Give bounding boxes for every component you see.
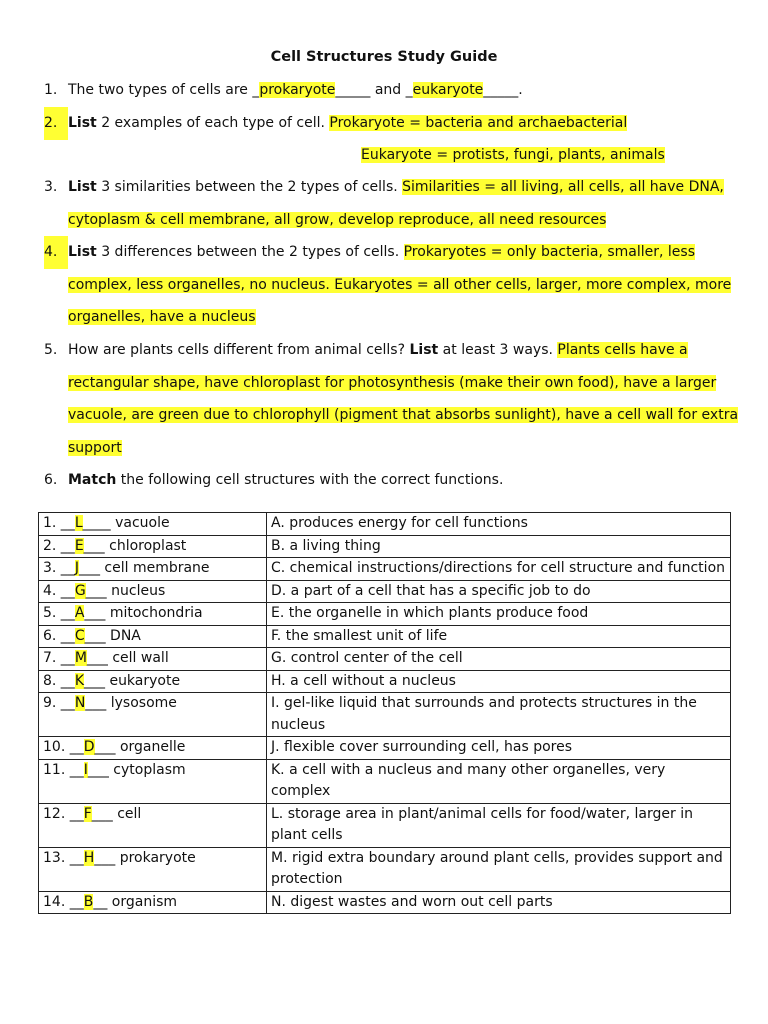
structure-cell: [39, 603, 267, 626]
question-text: 2 examples of each type of cell.: [96, 115, 330, 131]
function-cell: B. a living thing: [267, 535, 731, 558]
function-cell: D. a part of a cell that has a specific job to do: [267, 580, 731, 603]
answer-highlight: Eukaryote = protists, fungi, plants, animals: [361, 147, 665, 163]
structure-name: ___ eukaryote: [84, 672, 181, 689]
table-row: [39, 670, 731, 693]
structure-cell: [39, 693, 267, 737]
match-answer: C: [74, 627, 85, 644]
structure-cell: [39, 891, 267, 914]
structure-name: ___ cytoplasm: [87, 761, 186, 778]
question-keyword: List: [68, 244, 97, 260]
structure-name: ____ vacuole: [82, 515, 170, 531]
question-2: [44, 107, 734, 140]
structure-name: ___ DNA: [84, 627, 141, 644]
table-row: [39, 803, 731, 847]
answer-highlight: Prokaryote = bacteria and archaebacterial: [329, 115, 628, 131]
question-text: 3 differences between the 2 types of cells.: [96, 244, 404, 260]
answer-highlight: eukaryote: [412, 82, 484, 98]
question-2-answer-line-2: [361, 139, 665, 172]
structure-cell: [39, 847, 267, 891]
structure-cell: [39, 759, 267, 803]
table-row: [39, 580, 731, 603]
answer-highlight: Prokaryotes = only bacteria, smaller, less complex, less organelles, no nucleus. Eukaryotes = all other cells, larger, more complex, more organelles, have a nucleus: [68, 244, 732, 325]
structure-number: 2. __: [43, 537, 75, 554]
table-row: [39, 513, 731, 536]
function-cell: L. storage area in plant/animal cells for food/water, larger in plant cells: [267, 803, 731, 847]
answer-highlight: prokaryote: [259, 82, 336, 98]
table-row: [39, 737, 731, 760]
structure-cell: [39, 670, 267, 693]
match-answer: D: [83, 739, 95, 755]
question-body: [68, 107, 748, 140]
table-row: [39, 693, 731, 737]
function-cell: I. gel-like liquid that surrounds and protects structures in the nucleus: [267, 693, 731, 737]
table-row: [39, 603, 731, 626]
structure-name: ___ mitochondria: [84, 605, 203, 621]
question-keyword: List: [68, 115, 97, 131]
match-answer: H: [83, 849, 95, 866]
matching-table-body: [39, 513, 731, 914]
table-row: [39, 891, 731, 914]
structure-cell: [39, 580, 267, 603]
match-answer: M: [74, 650, 87, 666]
match-answer: B: [83, 893, 94, 910]
question-number: 2.: [44, 107, 68, 140]
function-cell: K. a cell with a nucleus and many other organelles, very complex: [267, 759, 731, 803]
question-body: [68, 74, 748, 107]
function-cell: H. a cell without a nucleus: [267, 670, 731, 693]
match-answer: L: [74, 515, 83, 531]
structure-name: ___ lysosome: [85, 695, 177, 711]
matching-table: [38, 512, 731, 914]
structure-name: __ organism: [93, 893, 178, 910]
question-body: [68, 236, 748, 334]
question-text: 3 similarities between the 2 types of cells.: [96, 179, 403, 195]
structure-number: 1. __: [43, 515, 75, 531]
question-number: 3.: [44, 179, 58, 195]
table-row: [39, 847, 731, 891]
structure-name: ___ organelle: [94, 739, 186, 755]
question-body: [68, 464, 748, 497]
table-row: [39, 625, 731, 648]
structure-number: 10. __: [43, 739, 84, 755]
question-text: the following cell structures with the correct functions.: [116, 472, 504, 488]
match-answer: F: [83, 805, 92, 822]
question-number: 4.: [44, 236, 68, 269]
structure-number: 12. __: [43, 805, 84, 822]
match-answer: K: [74, 672, 84, 689]
table-row: [39, 648, 731, 671]
question-number: 1.: [44, 82, 58, 98]
question-keyword: List: [68, 179, 97, 195]
structure-name: ___ chloroplast: [83, 537, 187, 554]
question-6: [44, 464, 734, 497]
question-3: [44, 171, 734, 228]
page-title: Cell Structures Study Guide: [270, 49, 498, 65]
question-text: _____.: [483, 82, 523, 98]
question-number: 6.: [44, 472, 58, 488]
structure-cell: [39, 625, 267, 648]
question-5: [44, 334, 739, 456]
structure-name: ___ cell wall: [86, 650, 169, 666]
structure-cell: [39, 558, 267, 581]
question-text: at least 3 ways.: [438, 342, 558, 358]
structure-name: ___ cell membrane: [78, 560, 210, 576]
answer-highlight: Plants cells have a rectangular shape, have chloroplast for photosynthesis (make their own food), have a larger vacuole, are green due to chlorophyll (pigment that absorbs sunlight), have a cell wall for extra support: [68, 342, 739, 456]
match-answer: I: [83, 761, 88, 778]
structure-number: 8. __: [43, 672, 75, 689]
question-text: The two types of cells are _: [68, 82, 260, 98]
structure-cell: [39, 535, 267, 558]
question-4: [44, 236, 734, 325]
answer-highlight: Similarities = all living, all cells, all have DNA, cytoplasm & cell membrane, all grow, develop reproduce, all need resources: [68, 179, 724, 228]
match-answer: A: [74, 605, 85, 621]
function-cell: J. flexible cover surrounding cell, has pores: [267, 737, 731, 760]
structure-name: ___ nucleus: [85, 582, 166, 599]
match-answer: G: [74, 582, 86, 599]
structure-name: ___ cell: [91, 805, 142, 822]
function-cell: N. digest wastes and worn out cell parts: [267, 891, 731, 914]
table-row: [39, 535, 731, 558]
question-text: How are plants cells different from animal cells?: [68, 342, 410, 358]
structure-cell: [39, 737, 267, 760]
structure-number: 9. __: [43, 695, 75, 711]
function-cell: E. the organelle in which plants produce food: [267, 603, 731, 626]
function-cell: C. chemical instructions/directions for cell structure and function: [267, 558, 731, 581]
match-answer: J: [74, 560, 79, 576]
structure-number: 4. __: [43, 582, 75, 599]
structure-number: 11. __: [43, 761, 84, 778]
function-cell: M. rigid extra boundary around plant cells, provides support and protection: [267, 847, 731, 891]
question-body: [68, 171, 748, 236]
question-1: [44, 74, 734, 107]
structure-cell: [39, 803, 267, 847]
match-answer: N: [74, 695, 86, 711]
structure-number: 14. __: [43, 893, 84, 910]
table-row: [39, 558, 731, 581]
question-keyword: List: [409, 342, 439, 358]
structure-number: 7. __: [43, 650, 75, 666]
structure-name: ___ prokaryote: [94, 849, 196, 866]
function-cell: G. control center of the cell: [267, 648, 731, 671]
function-cell: A. produces energy for cell functions: [267, 513, 731, 536]
question-body: [68, 334, 748, 464]
match-answer: E: [74, 537, 84, 554]
question-keyword: Match: [68, 472, 117, 488]
function-cell: F. the smallest unit of life: [267, 625, 731, 648]
structure-number: 5. __: [43, 605, 75, 621]
structure-number: 13. __: [43, 849, 84, 866]
table-row: [39, 759, 731, 803]
structure-cell: [39, 648, 267, 671]
question-number: 5.: [44, 342, 58, 358]
question-text: _____ and _: [335, 82, 413, 98]
structure-cell: [39, 513, 267, 536]
structure-number: 6. __: [43, 627, 75, 644]
structure-number: 3. __: [43, 560, 75, 576]
